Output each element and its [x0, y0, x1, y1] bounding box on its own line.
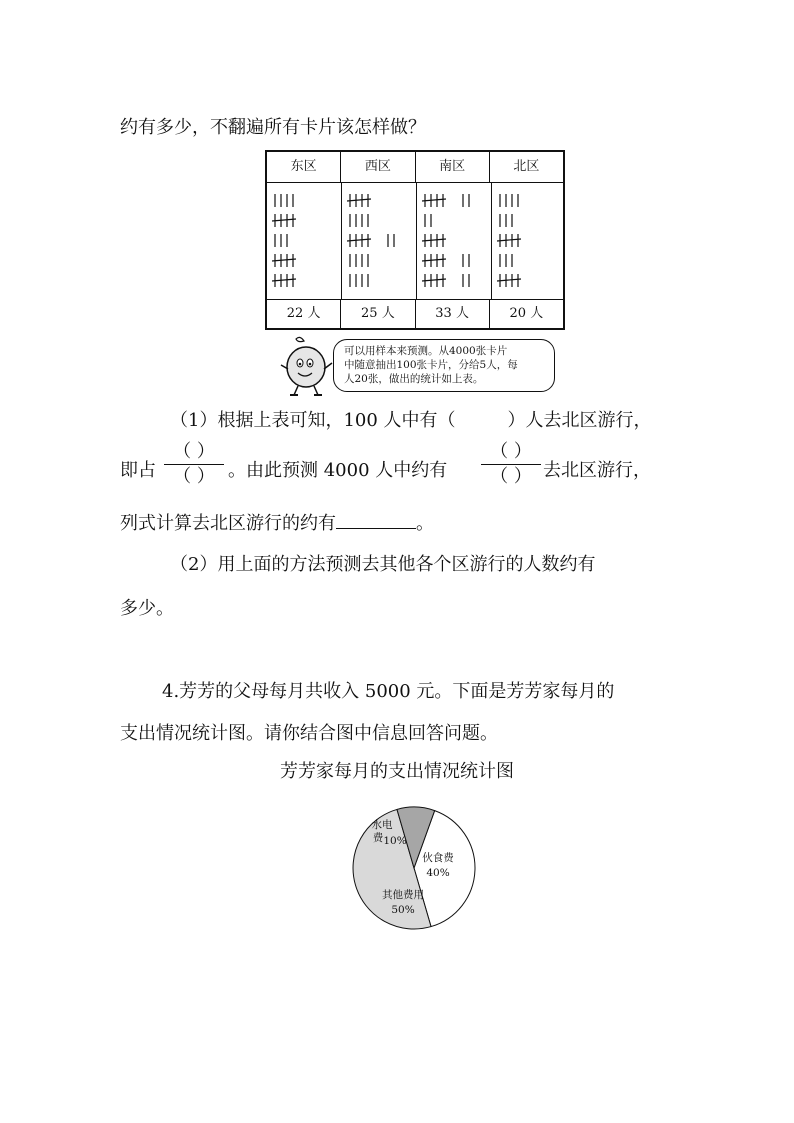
q1-line2-mid: 。由此预测 4000 人中约有	[228, 460, 448, 481]
fraction-blank[interactable]	[481, 441, 541, 488]
tally-group	[463, 254, 469, 267]
tally-marks	[342, 182, 416, 302]
tally-group	[350, 254, 368, 267]
tally-marks	[267, 182, 341, 302]
tally-table	[265, 150, 565, 330]
fraction-numerator: （ ）	[173, 441, 215, 462]
q2-line2: 多少。	[120, 598, 174, 619]
q1-text: 列式计算去北区游行的约有	[120, 513, 336, 534]
fraction-bar	[481, 464, 541, 465]
cartoon-character-icon	[278, 335, 336, 397]
q1-text: 。	[416, 513, 434, 534]
q1-line1	[170, 406, 652, 432]
tally-column	[342, 182, 417, 300]
tally-cross-stroke	[422, 239, 446, 241]
q1-text: （1）根据上表可知，100 人中有（	[170, 410, 456, 431]
tally-group	[497, 234, 521, 247]
tally-group	[272, 254, 296, 267]
q2-line1: （2）用上面的方法预测去其他各个区游行的人数约有	[170, 554, 596, 575]
table-total-cell: 25 人	[341, 300, 415, 328]
table-total-row	[267, 299, 563, 328]
slice-name-label: 费	[372, 832, 384, 844]
slice-name-label: 水电	[371, 819, 393, 831]
slice-value-label: 40%	[426, 867, 450, 879]
pie-chart	[345, 806, 485, 930]
slice-value-label: 10%	[383, 835, 407, 847]
table-header-cell: 南区	[416, 152, 490, 182]
table-tally-row	[267, 182, 563, 300]
tally-group	[350, 214, 368, 227]
tally-group	[500, 254, 512, 267]
tally-cross-stroke	[272, 259, 296, 261]
tally-group	[422, 194, 446, 207]
slice-name-label: 其他费用	[382, 889, 424, 901]
table-total-cell: 22 人	[267, 300, 341, 328]
tally-cross-stroke	[272, 219, 296, 221]
tally-group	[275, 234, 287, 247]
tally-group	[425, 214, 431, 227]
tally-marks	[492, 182, 566, 302]
fraction-denominator: （ ）	[490, 466, 532, 487]
tally-group	[500, 214, 512, 227]
fraction-bar	[164, 464, 224, 465]
table-header-cell: 北区	[513, 159, 540, 174]
tally-group	[347, 234, 371, 247]
tally-group	[463, 194, 469, 207]
tally-group	[350, 274, 368, 287]
q1-line2-prefix: 即占	[120, 460, 156, 481]
fraction-blank[interactable]	[164, 441, 224, 488]
tally-cross-stroke	[422, 199, 446, 201]
tally-group	[272, 274, 296, 287]
tally-group	[388, 234, 394, 247]
tally-group	[422, 234, 446, 247]
q4-line2: 支出情况统计图。请你结合图中信息回答问题。	[120, 723, 498, 744]
intro-text: 约有多少，不翻遍所有卡片该怎样做？	[120, 117, 426, 138]
tally-group	[272, 214, 296, 227]
q1-line2-suffix: 去北区游行，	[543, 460, 651, 481]
tally-column	[417, 182, 492, 300]
tally-group	[422, 274, 446, 287]
chart-title: 芳芳家每月的支出情况统计图	[280, 761, 514, 782]
answer-blank[interactable]	[336, 512, 416, 529]
table-header-cell: 东区	[267, 152, 341, 182]
tally-group	[500, 194, 518, 207]
speech-bubble: 可以用样本来预测。从4000张卡片 中随意抽出100张卡片，分给5人，每 人20张，做出的统计如上表。	[333, 339, 555, 392]
table-header-row	[267, 152, 563, 183]
tally-column	[267, 182, 342, 300]
tally-cross-stroke	[272, 279, 296, 281]
tally-marks	[417, 182, 491, 302]
table-header-cell: 西区	[341, 152, 415, 182]
tally-column	[492, 182, 566, 300]
tally-cross-stroke	[347, 239, 371, 241]
tally-group	[497, 274, 521, 287]
tally-group	[463, 274, 469, 287]
tally-cross-stroke	[422, 259, 446, 261]
slice-name-label: 伙食费	[422, 852, 454, 864]
q1-text: ）人去北区游行，	[507, 410, 652, 431]
tally-cross-stroke	[422, 279, 446, 281]
q4-line1: 4.芳芳的父母每月共收入 5000 元。下面是芳芳家每月的	[162, 681, 615, 702]
q1-line3	[120, 509, 434, 535]
table-total-cell: 20 人	[509, 306, 544, 321]
fraction-numerator: （ ）	[490, 441, 532, 462]
tally-group	[275, 194, 293, 207]
fraction-denominator: （ ）	[173, 466, 215, 487]
slice-value-label: 50%	[391, 904, 415, 916]
tally-group	[347, 194, 371, 207]
tally-cross-stroke	[347, 199, 371, 201]
tally-group	[422, 254, 446, 267]
table-total-cell: 33 人	[416, 300, 490, 328]
